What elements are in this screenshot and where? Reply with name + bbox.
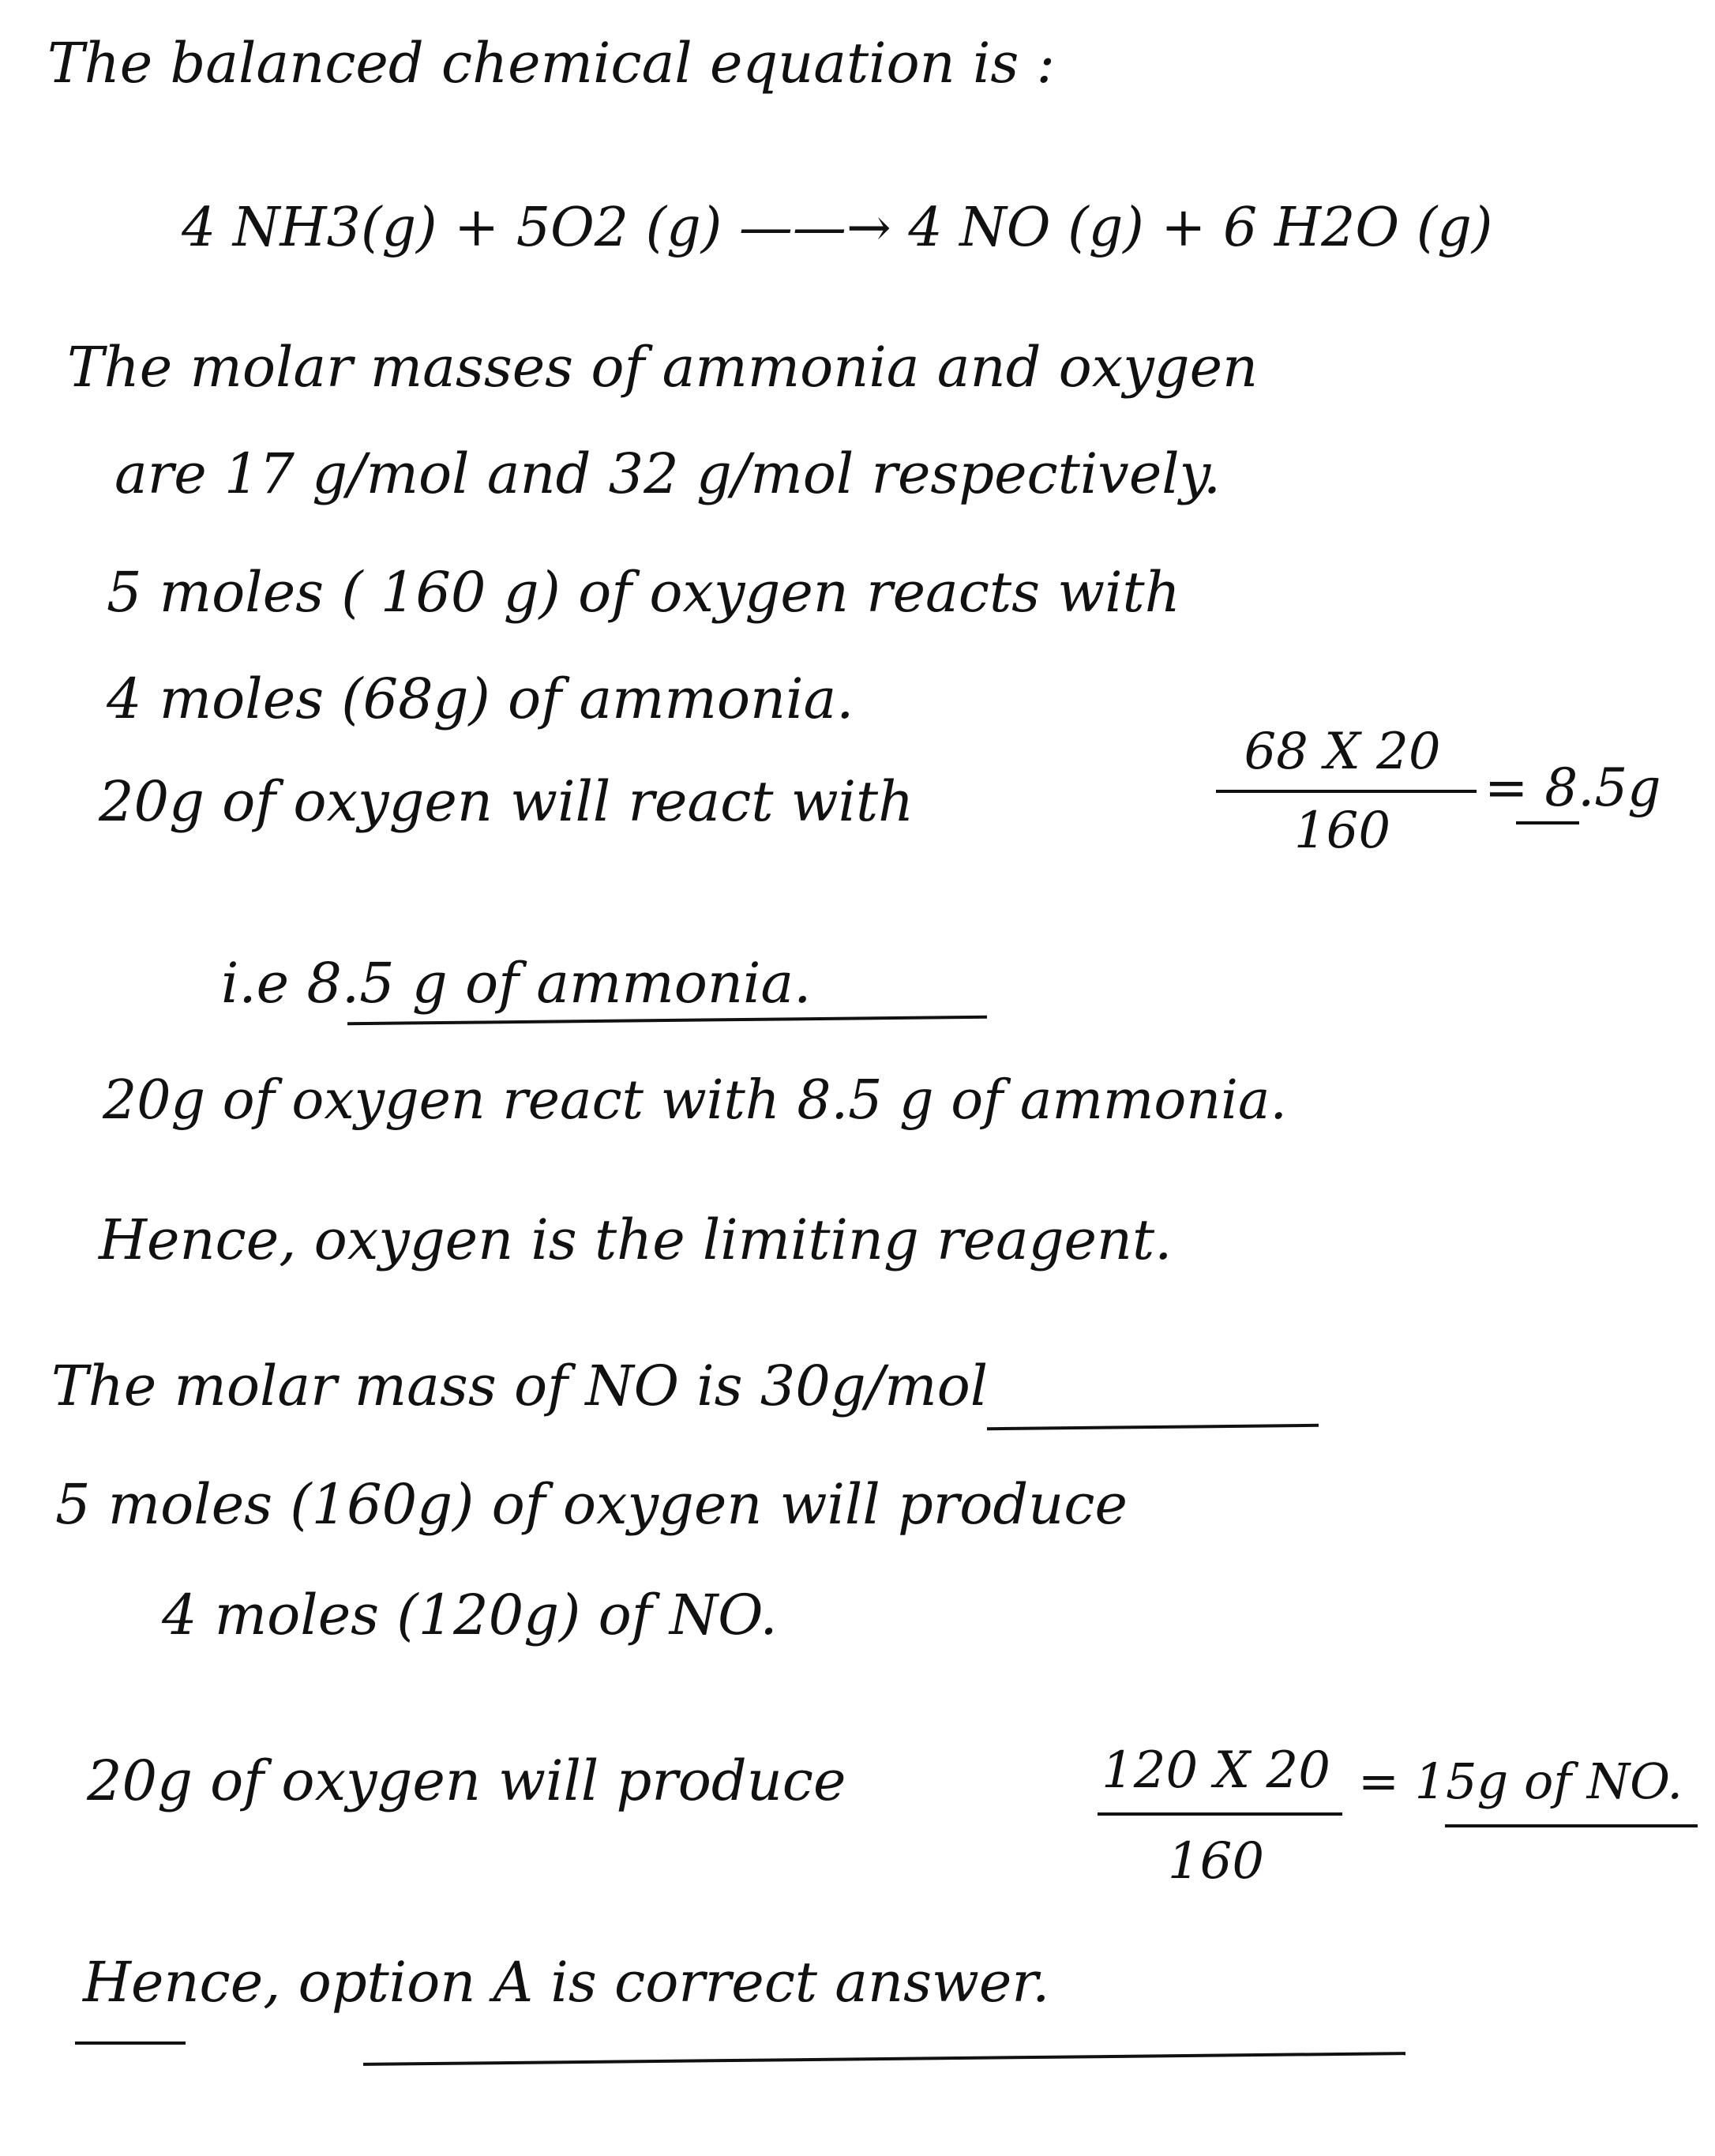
chemical-equation: 4 NH3(g) + 5O2 (g) ——→ 4 NO (g) + 6 H2O (g) [182, 197, 1493, 259]
fraction1-denominator: 160 [1293, 802, 1391, 860]
answer-underline [363, 2052, 1405, 2066]
result1-underline [1516, 821, 1579, 824]
line-molar-masses: The molar masses of ammonia and oxygen [67, 335, 1259, 400]
line-answer-conclusion: Hence, option A is correct answer. [83, 1950, 1050, 2015]
line-molar-mass-values: are 17 g/mol and 32 g/mol respectively. [114, 441, 1222, 506]
result2-underline [1445, 1824, 1698, 1827]
line-balanced-equation-heading: The balanced chemical equation is : [47, 31, 1056, 96]
line-limiting-reagent: Hence, oxygen is the limiting reagent. [99, 1208, 1173, 1272]
hence-underline [75, 2041, 186, 2045]
line-ie-ammonia: i.e 8.5 g of ammonia. [221, 951, 812, 1016]
ie-underline [347, 1016, 987, 1025]
fraction2-result: = 15g of NO. [1358, 1752, 1683, 1810]
fraction2-denominator: 160 [1167, 1832, 1265, 1891]
fraction1-numerator: 68 X 20 [1244, 723, 1441, 781]
line-oxygen-produce: 5 moles (160g) of oxygen will produce [55, 1472, 1128, 1537]
line-molar-mass-no: The molar mass of NO is 30g/mol [51, 1354, 989, 1418]
fraction1-result: = 8.5g [1484, 757, 1661, 818]
fraction2-numerator: 120 X 20 [1101, 1741, 1330, 1800]
line-oxygen-react-ammonia: 20g of oxygen react with 8.5 g of ammonia. [103, 1069, 1288, 1132]
line-ammonia-moles: 4 moles (68g) of ammonia. [107, 667, 854, 731]
line-oxygen-will-produce: 20g of oxygen will produce [87, 1748, 846, 1813]
line-oxygen-moles: 5 moles ( 160 g) of oxygen reacts with [107, 560, 1180, 625]
molar-mass-no-underline [987, 1424, 1319, 1430]
fraction1-bar [1216, 790, 1477, 793]
line-oxygen-react: 20g of oxygen will react with [99, 769, 914, 834]
line-no-moles: 4 moles (120g) of NO. [162, 1583, 778, 1647]
fraction2-bar [1098, 1812, 1342, 1816]
